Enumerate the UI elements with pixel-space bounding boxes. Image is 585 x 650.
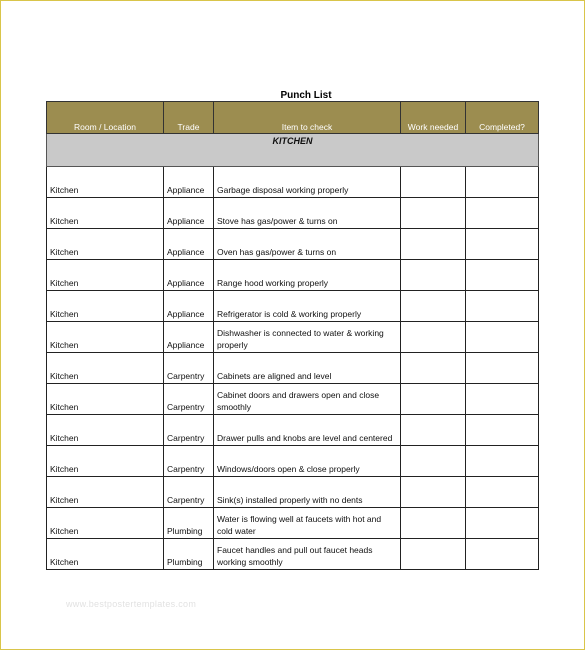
cell-work-needed[interactable] [401, 415, 466, 446]
cell-room: Kitchen [47, 508, 164, 539]
cell-completed[interactable] [466, 415, 539, 446]
cell-work-needed[interactable] [401, 353, 466, 384]
table-row [47, 229, 539, 260]
cell-room: Kitchen [47, 229, 164, 260]
cell-completed[interactable] [466, 291, 539, 322]
document-title: Punch List [280, 90, 332, 101]
table-row [47, 260, 539, 291]
cell-trade: Plumbing [164, 508, 214, 539]
table-row [47, 415, 539, 446]
table-row [47, 446, 539, 477]
cell-trade: Carpentry [164, 415, 214, 446]
cell-trade: Appliance [164, 291, 214, 322]
header-completed: Completed? [466, 102, 539, 134]
cell-completed[interactable] [466, 260, 539, 291]
cell-room: Kitchen [47, 260, 164, 291]
cell-trade: Appliance [164, 322, 214, 353]
cell-work-needed[interactable] [401, 260, 466, 291]
header-item: Item to check [214, 102, 401, 134]
cell-work-needed[interactable] [401, 167, 466, 198]
cell-trade: Carpentry [164, 353, 214, 384]
table-row [47, 539, 539, 570]
table-row [47, 384, 539, 415]
cell-trade: Carpentry [164, 446, 214, 477]
cell-work-needed[interactable] [401, 477, 466, 508]
cell-completed[interactable] [466, 353, 539, 384]
cell-trade: Carpentry [164, 477, 214, 508]
cell-room: Kitchen [47, 167, 164, 198]
cell-room: Kitchen [47, 415, 164, 446]
cell-completed[interactable] [466, 477, 539, 508]
cell-item: Range hood working properly [214, 260, 401, 291]
cell-completed[interactable] [466, 384, 539, 415]
cell-room: Kitchen [47, 198, 164, 229]
cell-item: Drawer pulls and knobs are level and centered [214, 415, 401, 446]
cell-trade: Plumbing [164, 539, 214, 570]
table-row [47, 353, 539, 384]
header-row [47, 102, 539, 134]
cell-work-needed[interactable] [401, 198, 466, 229]
table-row [47, 508, 539, 539]
cell-room: Kitchen [47, 477, 164, 508]
cell-work-needed[interactable] [401, 384, 466, 415]
table-row [47, 198, 539, 229]
header-room: Room / Location [47, 102, 164, 134]
punch-list-table [46, 101, 539, 570]
cell-item: Sink(s) installed properly with no dents [214, 477, 401, 508]
cell-trade: Appliance [164, 260, 214, 291]
cell-room: Kitchen [47, 353, 164, 384]
header-trade: Trade [164, 102, 214, 134]
cell-item: Water is flowing well at faucets with hot and cold water [214, 508, 401, 539]
cell-item: Windows/doors open & close properly [214, 446, 401, 477]
cell-work-needed[interactable] [401, 229, 466, 260]
cell-item: Refrigerator is cold & working properly [214, 291, 401, 322]
section-label: KITCHEN [47, 134, 539, 167]
table-row [47, 291, 539, 322]
cell-item: Stove has gas/power & turns on [214, 198, 401, 229]
table-row [47, 167, 539, 198]
cell-completed[interactable] [466, 446, 539, 477]
cell-completed[interactable] [466, 229, 539, 260]
cell-work-needed[interactable] [401, 508, 466, 539]
cell-item: Garbage disposal working properly [214, 167, 401, 198]
cell-room: Kitchen [47, 446, 164, 477]
table-row [47, 322, 539, 353]
cell-completed[interactable] [466, 508, 539, 539]
cell-room: Kitchen [47, 384, 164, 415]
cell-trade: Carpentry [164, 384, 214, 415]
section-row [47, 134, 539, 167]
cell-item: Oven has gas/power & turns on [214, 229, 401, 260]
cell-item: Cabinet doors and drawers open and close smoothly [214, 384, 401, 415]
watermark: www.bestpostertemplates.com [66, 599, 197, 609]
cell-trade: Appliance [164, 167, 214, 198]
cell-completed[interactable] [466, 198, 539, 229]
cell-item: Faucet handles and pull out faucet heads working smoothly [214, 539, 401, 570]
cell-work-needed[interactable] [401, 322, 466, 353]
cell-trade: Appliance [164, 198, 214, 229]
cell-trade: Appliance [164, 229, 214, 260]
cell-room: Kitchen [47, 322, 164, 353]
cell-room: Kitchen [47, 291, 164, 322]
cell-work-needed[interactable] [401, 539, 466, 570]
header-work-needed: Work needed [401, 102, 466, 134]
cell-work-needed[interactable] [401, 446, 466, 477]
table-row [47, 477, 539, 508]
cell-completed[interactable] [466, 322, 539, 353]
cell-completed[interactable] [466, 167, 539, 198]
cell-room: Kitchen [47, 539, 164, 570]
cell-completed[interactable] [466, 539, 539, 570]
cell-work-needed[interactable] [401, 291, 466, 322]
cell-item: Cabinets are aligned and level [214, 353, 401, 384]
cell-item: Dishwasher is connected to water & working properly [214, 322, 401, 353]
